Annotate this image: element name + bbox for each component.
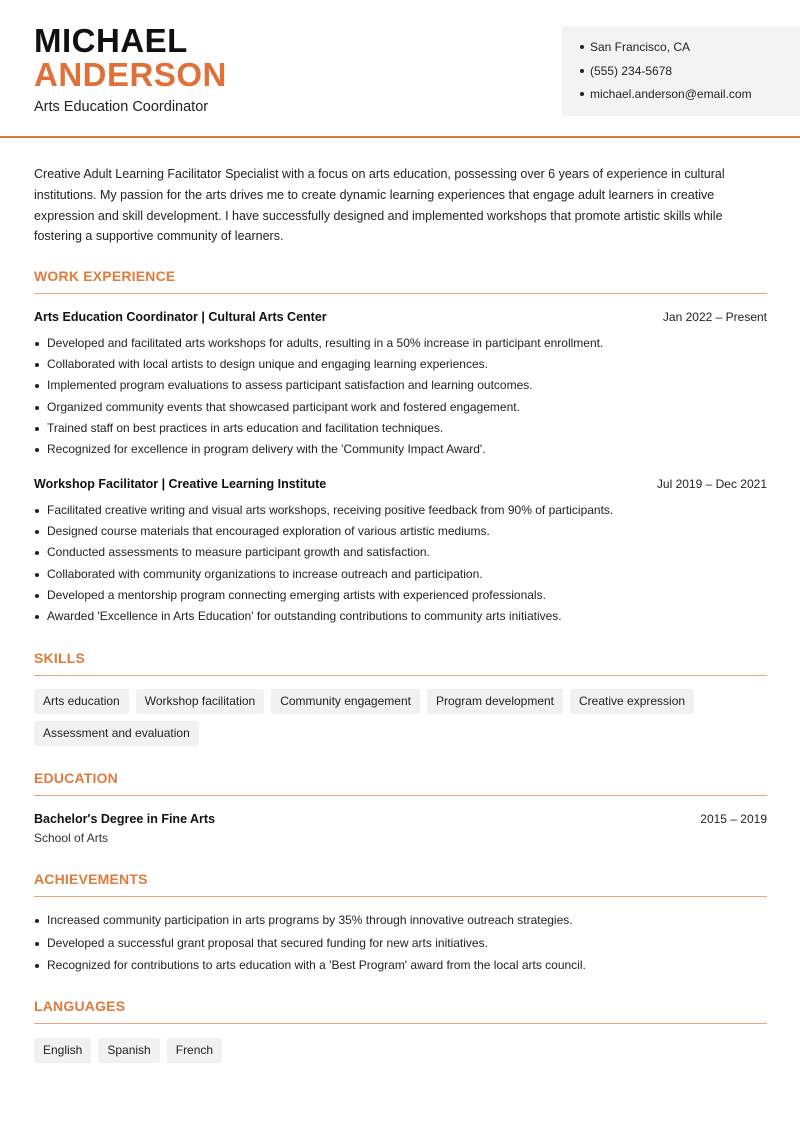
job-title: Arts Education Coordinator <box>34 99 209 115</box>
skill-chip: Assessment and evaluation <box>34 721 199 746</box>
education-entry <box>34 812 767 826</box>
list-item: Organized community events that showcased participant work and fostered engagement. <box>34 399 767 420</box>
list-item: Facilitated creative writing and visual arts workshops, receiving positive feedback from 90% of participants. <box>34 502 767 523</box>
list-item: Collaborated with community organizations to increase outreach and participation. <box>34 566 767 587</box>
education-heading: EDUCATION <box>34 770 767 796</box>
list-item: Increased community participation in arts programs by 35% through innovative outreach strategies. <box>34 912 767 935</box>
degree: Bachelor's Degree in Fine Arts <box>34 812 216 826</box>
achievements-list <box>34 912 767 980</box>
job-2-bullets <box>34 502 767 629</box>
education-dates: 2015 – 2019 <box>700 812 767 826</box>
job-2-dates: Jul 2019 – Dec 2021 <box>656 477 767 491</box>
skills-heading: SKILLS <box>34 650 767 676</box>
language-chip: French <box>167 1038 222 1063</box>
contact-phone: (555) 234-5678 <box>580 62 800 86</box>
school-name: School of Arts <box>34 831 109 845</box>
list-item: Trained staff on best practices in arts education and facilitation techniques. <box>34 420 767 441</box>
resume-header <box>0 0 800 138</box>
work-experience-heading: WORK EXPERIENCE <box>34 268 767 294</box>
list-item: Awarded 'Excellence in Arts Education' for outstanding contributions to community arts initiatives. <box>34 608 767 629</box>
list-item: Recognized for excellence in program delivery with the 'Community Impact Award'. <box>34 441 767 462</box>
first-name: MICHAEL <box>34 22 188 59</box>
skill-chip: Arts education <box>34 689 129 714</box>
job-2-role: Workshop Facilitator | Creative Learning Institute <box>34 477 327 491</box>
list-item: Implemented program evaluations to assess participant satisfaction and learning outcomes. <box>34 377 767 398</box>
contact-email[interactable]: michael.anderson@email.com <box>580 85 800 109</box>
job-1-header <box>34 310 767 324</box>
job-2-header <box>34 477 767 491</box>
job-1-dates: Jan 2022 – Present <box>662 310 767 324</box>
list-item: Developed a mentorship program connecting emerging artists with experienced professionals. <box>34 587 767 608</box>
list-item: Recognized for contributions to arts education with a 'Best Program' award from the local arts council. <box>34 957 767 980</box>
list-item: Developed and facilitated arts workshops for adults, resulting in a 50% increase in participant enrollment. <box>34 335 767 356</box>
language-chip: English <box>34 1038 91 1063</box>
list-item: Developed a successful grant proposal that secured funding for new arts initiatives. <box>34 935 767 958</box>
last-name: ANDERSON <box>34 56 227 93</box>
skill-chip: Creative expression <box>570 689 694 714</box>
list-item: Designed course materials that encouraged exploration of various artistic mediums. <box>34 523 767 544</box>
list-item: Collaborated with local artists to design unique and engaging learning experiences. <box>34 356 767 377</box>
skills-list <box>34 689 769 753</box>
job-1-bullets <box>34 335 767 462</box>
skill-chip: Program development <box>427 689 563 714</box>
job-1-role: Arts Education Coordinator | Cultural Arts Center <box>34 310 327 324</box>
skill-chip: Community engagement <box>271 689 420 714</box>
skill-chip: Workshop facilitation <box>136 689 265 714</box>
language-chip: Spanish <box>98 1038 159 1063</box>
contact-location: San Francisco, CA <box>580 38 800 62</box>
summary: Creative Adult Learning Facilitator Specialist with a focus on arts education, possessing over 6 years of experience in cultural institutions. My passion for the arts drives me to create dynamic learning experiences that engage adult learners in creative expression and skill development. I have successfully designed and implemented workshops that promote artistic skills while fostering a supportive community of learners. <box>34 167 725 244</box>
contact-box <box>562 26 800 116</box>
list-item: Conducted assessments to measure participant growth and satisfaction. <box>34 544 767 565</box>
achievements-heading: ACHIEVEMENTS <box>34 871 767 897</box>
languages-list <box>34 1038 769 1070</box>
languages-heading: LANGUAGES <box>34 998 767 1024</box>
